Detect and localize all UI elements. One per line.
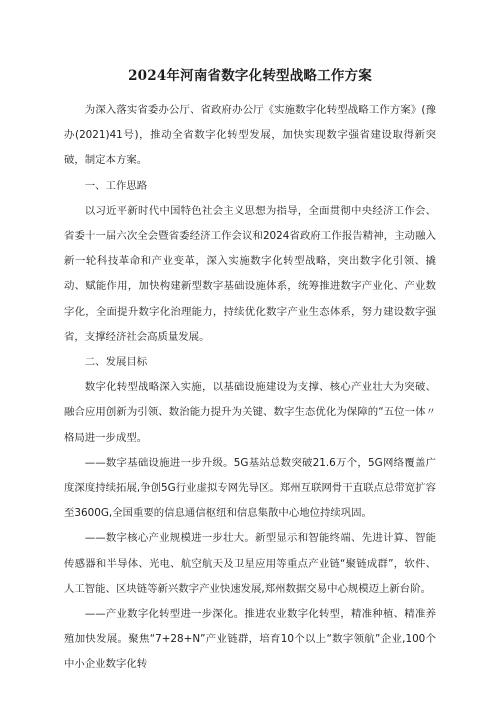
goals-paragraph: 数字化转型战略深入实施，以基础设施建设为支撑、核心产业壮大为突破、融合应用创新为引领、数治能力提升为关键、数字生态优化为保障的“五位一体〃格局进一步成型。: [64, 381, 436, 444]
goal-core-industry: ——数字核心产业规模进一步壮大。新型显示和智能终端、先进计算、智能传感器和半导体、光电、航空航天及卫星应用等重点产业链“聚链成群”，软件、人工智能、区块链等新兴数字产业快速发展,郑州数据交易中心规模迈上新台阶。: [64, 532, 436, 595]
goal-industrial-digitalization: ——产业数字化转型进一步深化。推进农业数字化转型，精准种植、精准养殖加快发展。聚焦“7+28+N”产业链群，培育10个以上“数字领航”企业,100个中小企业数字化转: [64, 608, 436, 671]
work-approach-paragraph: 以习近平新时代中国特色社会主义思想为指导，全面贯彻中央经济工作会、省委十一届六次全会暨省委经济工作会议和2024省政府工作报告精神，主动融入新一轮科技革命和产业变革，深入实施数字化转型战略，突出数字化引领、撬动、赋能作用，加快构建新型数字基础设施体系，统筹推进数字产业化、产业数字化，全面提升数字化治理能力，持续优化数字产业生态体系，努力建设数字强省，支撑经济社会高质量发展。: [64, 204, 436, 343]
section-heading-work-approach: 一、工作思路: [84, 179, 148, 192]
section-heading-goals: 二、发展目标: [84, 356, 148, 369]
document-title: 2024年河南省数字化转型战略工作方案: [128, 68, 372, 84]
goal-digital-infrastructure: ——数字基础设施进一步升级。5G基站总数突破21.6万个，5G网络覆盖广度深度持续拓展,争创5G行业虚拟专网先导区。郑州互联网骨干直联点总带宽扩容至3600G,全国重要的信息通信枢纽和信息集散中心地位持续巩固。: [64, 456, 436, 520]
intro-paragraph: 为深入落实省委办公厅、省政府办公厅《实施数字化转型战略工作方案》(豫办(2021)41号)，推动全省数字化转型发展，加快实现数字强省建设取得新突破，制定本方案。: [64, 104, 436, 167]
